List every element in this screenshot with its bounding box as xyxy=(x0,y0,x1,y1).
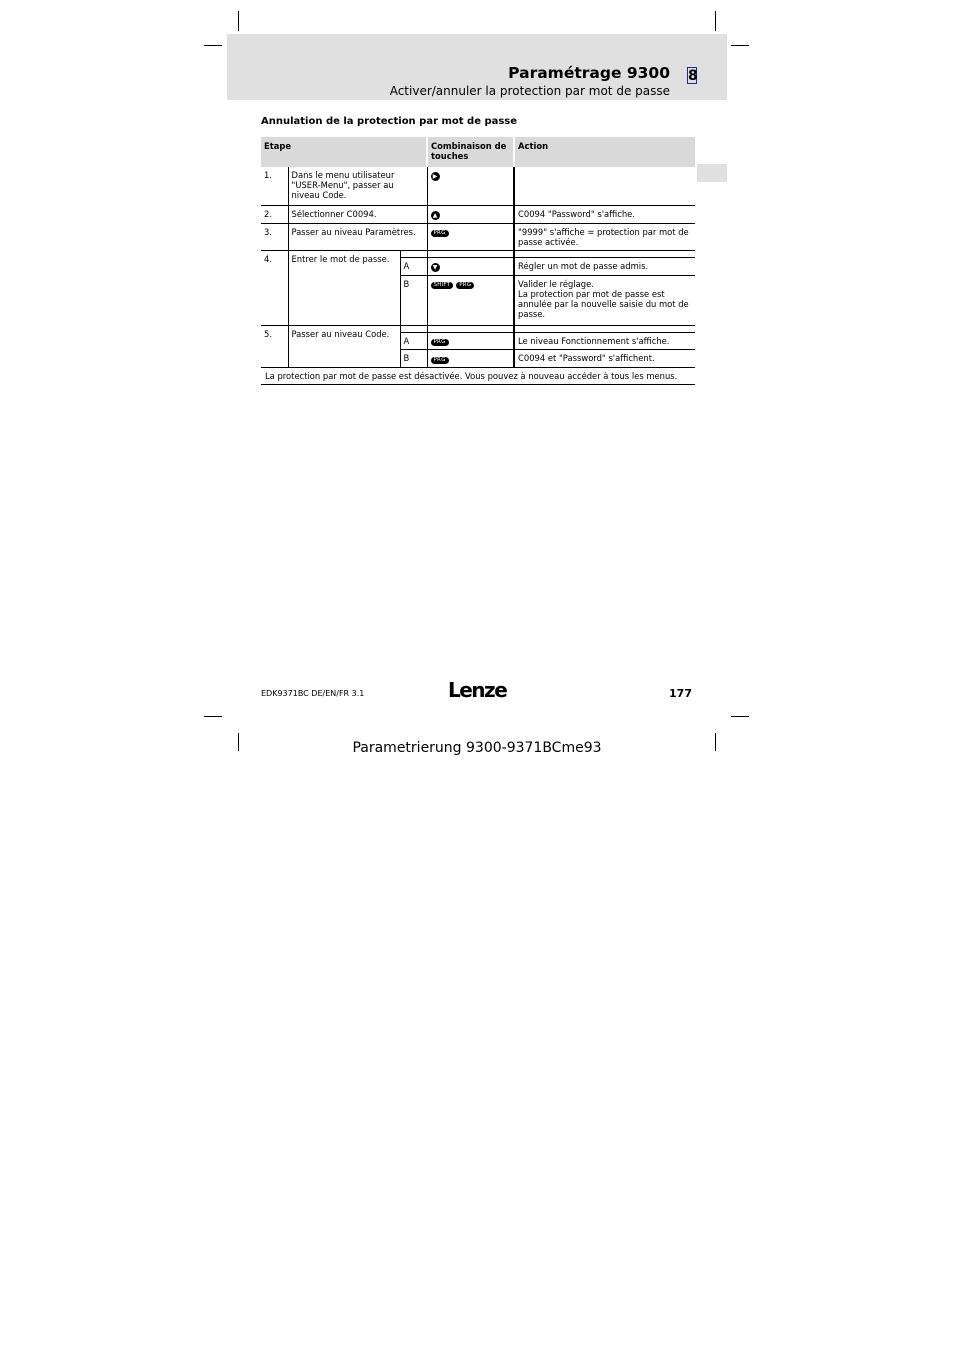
step-description: Passer au niveau Paramètres. xyxy=(288,223,427,250)
up-arrow-icon: ▲ xyxy=(431,211,440,220)
key-combination xyxy=(427,332,514,350)
step-action: Régler un mot de passe admis. xyxy=(514,257,695,275)
substep-label: B xyxy=(400,350,427,368)
action-line: Valider le réglage. xyxy=(518,278,594,289)
table-header xyxy=(261,137,695,167)
chapter-number: 8 xyxy=(688,68,698,84)
prg-key-icon: PRG xyxy=(431,230,449,237)
column-header-keys: Combinaison de touches xyxy=(427,137,514,167)
table-row xyxy=(261,325,695,332)
shift-key-icon: SHIFT xyxy=(431,282,454,289)
chapter-subtitle: Activer/annuler la protection par mot de passe xyxy=(389,84,670,98)
crop-mark xyxy=(204,716,222,717)
crop-mark xyxy=(204,45,222,46)
action-line: La protection par mot de passe est annulée par la nouvelle saisie du mot de passe. xyxy=(518,288,689,319)
crop-mark xyxy=(715,11,716,31)
step-description: Sélectionner C0094. xyxy=(288,205,427,223)
prg-key-icon: PRG xyxy=(431,339,449,346)
prg-key-icon: PRG xyxy=(431,357,449,364)
section-title: Annulation de la protection par mot de passe xyxy=(261,116,518,127)
key-combination xyxy=(427,257,514,275)
right-arrow-icon: ▶ xyxy=(431,172,440,181)
step-action: Le niveau Fonctionnement s'affiche. xyxy=(514,332,695,350)
key-combination xyxy=(427,223,514,250)
document-code: EDK9371BC DE/EN/FR 3.1 xyxy=(261,689,365,698)
step-description: Entrer le mot de passe. xyxy=(288,250,400,325)
column-header-step: Etape xyxy=(261,137,427,167)
key-combination xyxy=(427,275,514,325)
page-number: 177 xyxy=(669,687,692,700)
step-number: 2. xyxy=(261,205,288,223)
lenze-logo: Lenze xyxy=(448,678,507,702)
substep-label: B xyxy=(400,275,427,325)
table-row xyxy=(261,250,695,257)
step-action xyxy=(514,167,695,205)
step-action: C0094 "Password" s'affiche. xyxy=(514,205,695,223)
document-caption: Parametrierung 9300-9371BCme93 xyxy=(352,740,602,756)
table-final-row xyxy=(261,367,695,384)
chapter-title: Paramétrage 9300 xyxy=(508,64,670,82)
step-number: 1. xyxy=(261,167,288,205)
step-action xyxy=(514,275,695,325)
down-arrow-icon: ▼ xyxy=(431,263,440,272)
column-header-action: Action xyxy=(514,137,695,167)
crop-mark xyxy=(731,716,749,717)
key-combination xyxy=(427,205,514,223)
step-number: 3. xyxy=(261,223,288,250)
final-note: La protection par mot de passe est désactivée. Vous pouvez à nouveau accéder à tous les menus. xyxy=(261,367,695,384)
step-action: C0094 et "Password" s'affichent. xyxy=(514,350,695,368)
substep-label: A xyxy=(400,257,427,275)
prg-key-icon: PRG xyxy=(456,282,474,289)
step-action: "9999" s'affiche = protection par mot de passe activée. xyxy=(514,223,695,250)
step-description: Dans le menu utilisateur "USER-Menu", passer au niveau Code. xyxy=(288,167,427,205)
table-row xyxy=(261,205,695,223)
steps-table xyxy=(261,137,695,385)
crop-mark xyxy=(731,45,749,46)
crop-mark xyxy=(238,11,239,31)
substep-label: A xyxy=(400,332,427,350)
key-combination xyxy=(427,350,514,368)
table-row xyxy=(261,223,695,250)
table-row xyxy=(261,167,695,205)
key-combination xyxy=(427,167,514,205)
step-description: Passer au niveau Code. xyxy=(288,325,400,367)
step-number: 5. xyxy=(261,325,288,367)
chapter-side-tab xyxy=(697,164,727,182)
step-number: 4. xyxy=(261,250,288,325)
